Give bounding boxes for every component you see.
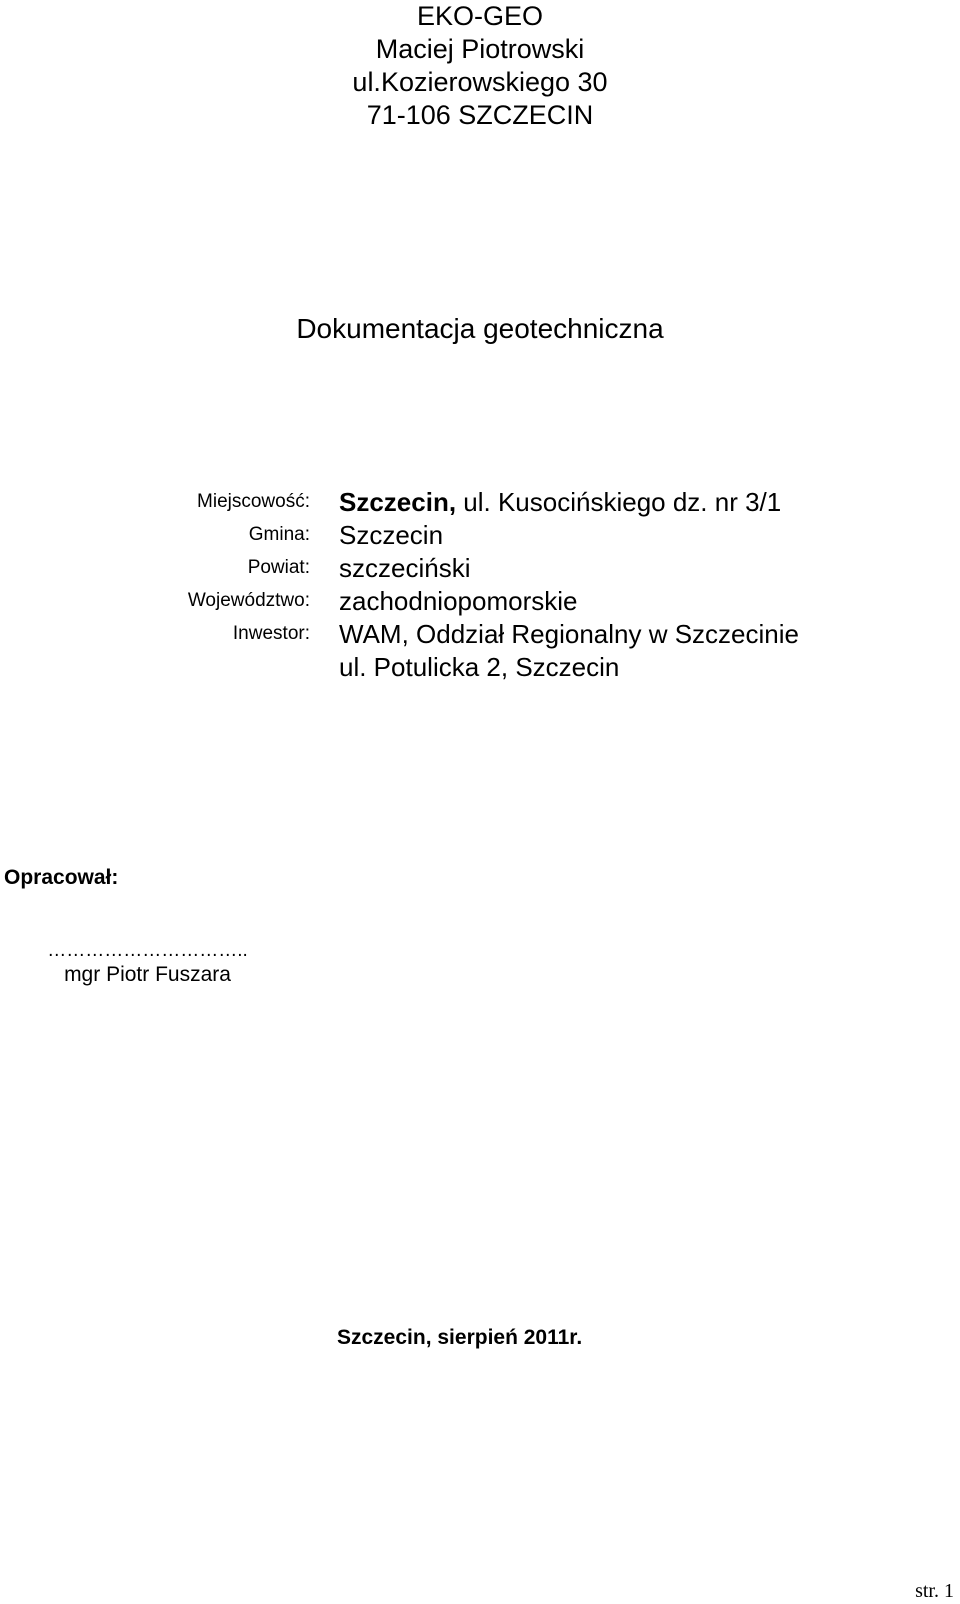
- commune-label: Gmina:: [248, 524, 310, 545]
- voivodeship-label: Województwo:: [187, 590, 310, 611]
- location-row: [0, 486, 960, 519]
- document-title: Dokumentacja geotechniczna: [296, 313, 664, 344]
- investor-value-line2: ul. Potulicka 2, Szczecin: [339, 652, 620, 682]
- place-date: Szczecin, sierpień 2011r.: [337, 1326, 583, 1349]
- company-street: ul.Kozierowskiego 30: [352, 67, 608, 97]
- voivodeship-row: [0, 585, 960, 618]
- county-row: [0, 552, 960, 585]
- investor-value-line1: WAM, Oddział Regionalny w Szczecinie: [339, 619, 799, 649]
- company-owner: Maciej Piotrowski: [375, 34, 585, 64]
- location-value-main: ul. Kusocińskiego dz. nr 3/1: [463, 487, 782, 517]
- county-value: szczeciński: [339, 553, 471, 583]
- company-header: [0, 0, 960, 132]
- signature-dots: …………………………..: [47, 940, 248, 961]
- author-name: mgr Piotr Fuszara: [64, 963, 231, 986]
- location-value-prefix: Szczecin,: [339, 487, 464, 517]
- investor-address-row: [0, 651, 960, 684]
- company-name: EKO-GEO: [416, 1, 544, 31]
- investor-label: Inwestor:: [232, 623, 310, 644]
- location-label: Miejscowość:: [197, 491, 310, 512]
- investor-row: [0, 618, 960, 651]
- prepared-by-label: Opracował:: [4, 866, 119, 889]
- company-postal-city: 71-106 SZCZECIN: [366, 100, 594, 130]
- signature-block: [0, 940, 295, 988]
- voivodeship-value: zachodniopomorskie: [339, 586, 578, 616]
- county-label: Powiat:: [247, 557, 310, 578]
- location-value: [339, 486, 781, 519]
- commune-value: Szczecin: [339, 520, 444, 550]
- page-number: str. 1: [915, 1580, 954, 1602]
- commune-row: [0, 519, 960, 552]
